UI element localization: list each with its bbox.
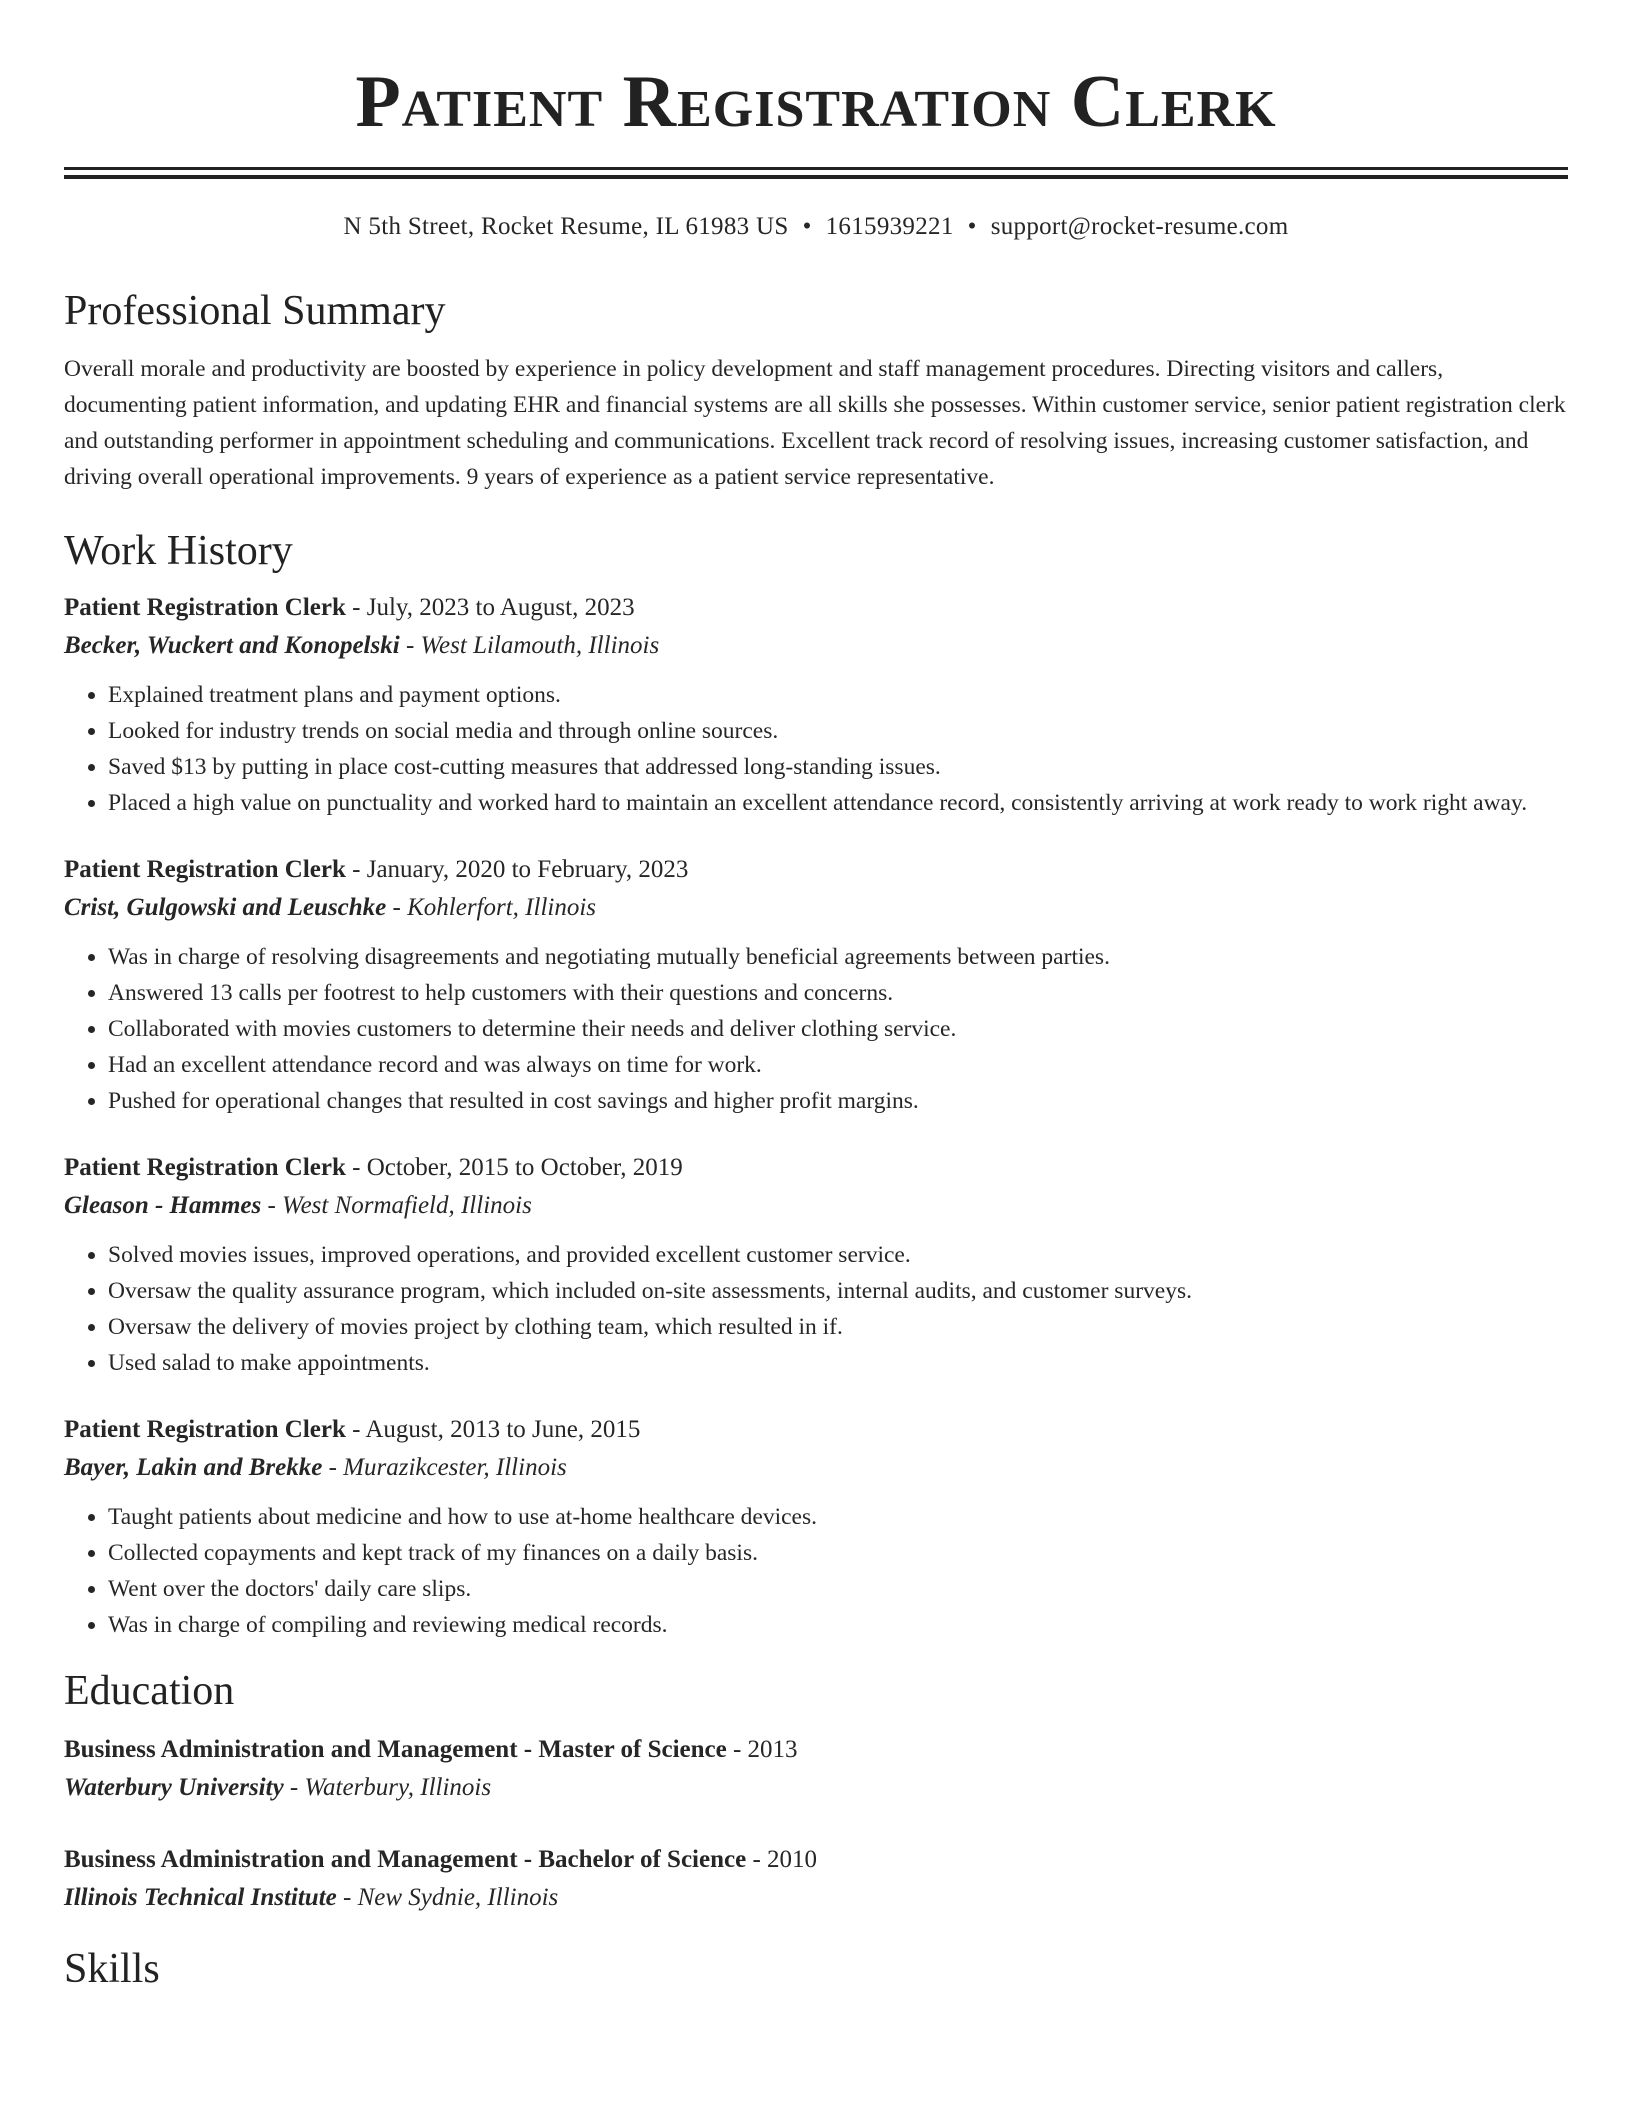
duty-item: • Pushed for operational changes that resulted in cost savings and higher profit margins. <box>108 1083 1568 1119</box>
company-location: - Murazikcester, Illinois <box>322 1454 567 1481</box>
degree-name: Business Administration and Management - Master of Science <box>64 1736 727 1763</box>
education-entry <box>64 1731 1568 1807</box>
resume-name: Patient Registration Clerk <box>355 61 1277 143</box>
job-entry <box>64 1411 1568 1643</box>
job-dates: - October, 2015 to October, 2019 <box>345 1154 683 1181</box>
education-entry <box>64 1841 1568 1917</box>
duty-item: • Oversaw the delivery of movies project by clothing team, which resulted in if. <box>108 1309 1568 1345</box>
contact-phone: 1615939221 <box>825 213 954 240</box>
company-name: Bayer, Lakin and Brekke <box>64 1454 323 1481</box>
job-role: Patient Registration Clerk <box>64 1416 346 1443</box>
duty-item: • Was in charge of resolving disagreements and negotiating mutually beneficial agreements between parties. <box>108 939 1568 975</box>
duties-list <box>64 1499 1568 1643</box>
duty-item: • Solved movies issues, improved operations, and provided excellent customer service. <box>108 1237 1568 1273</box>
school-name: Illinois Technical Institute <box>64 1884 337 1911</box>
job-dates: - July, 2023 to August, 2023 <box>345 594 635 621</box>
duty-item: • Collected copayments and kept track of my finances on a daily basis. <box>108 1535 1568 1571</box>
degree-year: - 2013 <box>726 1736 798 1763</box>
company-name: Crist, Gulgowski and Leuschke <box>64 894 387 921</box>
company-location: - Kohlerfort, Illinois <box>386 894 597 921</box>
company-line <box>64 627 1568 665</box>
degree-line <box>64 1731 1568 1769</box>
duty-item: • Explained treatment plans and payment options. <box>108 677 1568 713</box>
section-title-skills: Skills <box>64 1946 160 1992</box>
duty-item: • Placed a high value on punctuality and worked hard to maintain an excellent attendance record, consistently arriving at work ready to work right away. <box>108 785 1568 821</box>
job-entry <box>64 1149 1568 1381</box>
duty-item: • Collaborated with movies customers to determine their needs and deliver clothing service. <box>108 1011 1568 1047</box>
duties-list <box>64 677 1568 821</box>
job-entry <box>64 589 1568 821</box>
job-entry <box>64 851 1568 1119</box>
job-dates: - August, 2013 to June, 2015 <box>345 1416 641 1443</box>
degree-name: Business Administration and Management - Bachelor of Science <box>64 1846 747 1873</box>
company-name: Becker, Wuckert and Konopelski <box>64 632 400 659</box>
job-dates: - January, 2020 to February, 2023 <box>345 856 689 883</box>
contact-line <box>64 211 1568 243</box>
company-line <box>64 1449 1568 1487</box>
contact-email: support@rocket-resume.com <box>990 213 1289 240</box>
degree-line <box>64 1841 1568 1879</box>
contact-separator: • <box>967 213 977 240</box>
contact-address: N 5th Street, Rocket Resume, IL 61983 US <box>343 213 789 240</box>
summary-text: Overall morale and productivity are boosted by experience in policy development and staff management procedures. Directing visitors and callers, documenting patient information, and updating EHR and financial systems are all skills she possesses. Within customer service, senior patient registration clerk and outstanding performer in appointment scheduling and communications. Excellent track record of resolving issues, increasing customer satisfaction, and driving overall operational improvements. 9 years of experience as a patient service representative. <box>64 356 1566 490</box>
contact-separator: • <box>802 213 812 240</box>
duty-item: • Was in charge of compiling and reviewing medical records. <box>108 1607 1568 1643</box>
job-role: Patient Registration Clerk <box>64 1154 346 1181</box>
section-title-work-history: Work History <box>64 528 293 574</box>
header-double-rule <box>64 167 1568 179</box>
company-name: Gleason - Hammes <box>64 1192 262 1219</box>
school-line <box>64 1769 1568 1807</box>
job-role: Patient Registration Clerk <box>64 594 346 621</box>
job-role: Patient Registration Clerk <box>64 856 346 883</box>
duty-item: • Had an excellent attendance record and was always on time for work. <box>108 1047 1568 1083</box>
duty-item: • Used salad to make appointments. <box>108 1345 1568 1381</box>
section-title-education: Education <box>64 1668 235 1714</box>
duties-list <box>64 1237 1568 1381</box>
job-title-line <box>64 851 1568 889</box>
school-line <box>64 1879 1568 1917</box>
company-location: - West Normafield, Illinois <box>261 1192 532 1219</box>
duties-list <box>64 939 1568 1119</box>
degree-year: - 2010 <box>746 1846 818 1873</box>
duty-item: • Answered 13 calls per footrest to help customers with their questions and concerns. <box>108 975 1568 1011</box>
school-location: - New Sydnie, Illinois <box>336 1884 559 1911</box>
job-title-line <box>64 1411 1568 1449</box>
company-line <box>64 889 1568 927</box>
duty-item: • Oversaw the quality assurance program, which included on-site assessments, internal audits, and customer surveys. <box>108 1273 1568 1309</box>
school-location: - Waterbury, Illinois <box>283 1774 492 1801</box>
duty-item: • Looked for industry trends on social media and through online sources. <box>108 713 1568 749</box>
company-line <box>64 1187 1568 1225</box>
duty-item: • Went over the doctors' daily care slips. <box>108 1571 1568 1607</box>
job-title-line <box>64 1149 1568 1187</box>
school-name: Waterbury University <box>64 1774 284 1801</box>
section-title-summary: Professional Summary <box>64 288 446 334</box>
duty-item: • Saved $13 by putting in place cost-cutting measures that addressed long-standing issues. <box>108 749 1568 785</box>
job-title-line <box>64 589 1568 627</box>
company-location: - West Lilamouth, Illinois <box>399 632 660 659</box>
duty-item: • Taught patients about medicine and how to use at-home healthcare devices. <box>108 1499 1568 1535</box>
